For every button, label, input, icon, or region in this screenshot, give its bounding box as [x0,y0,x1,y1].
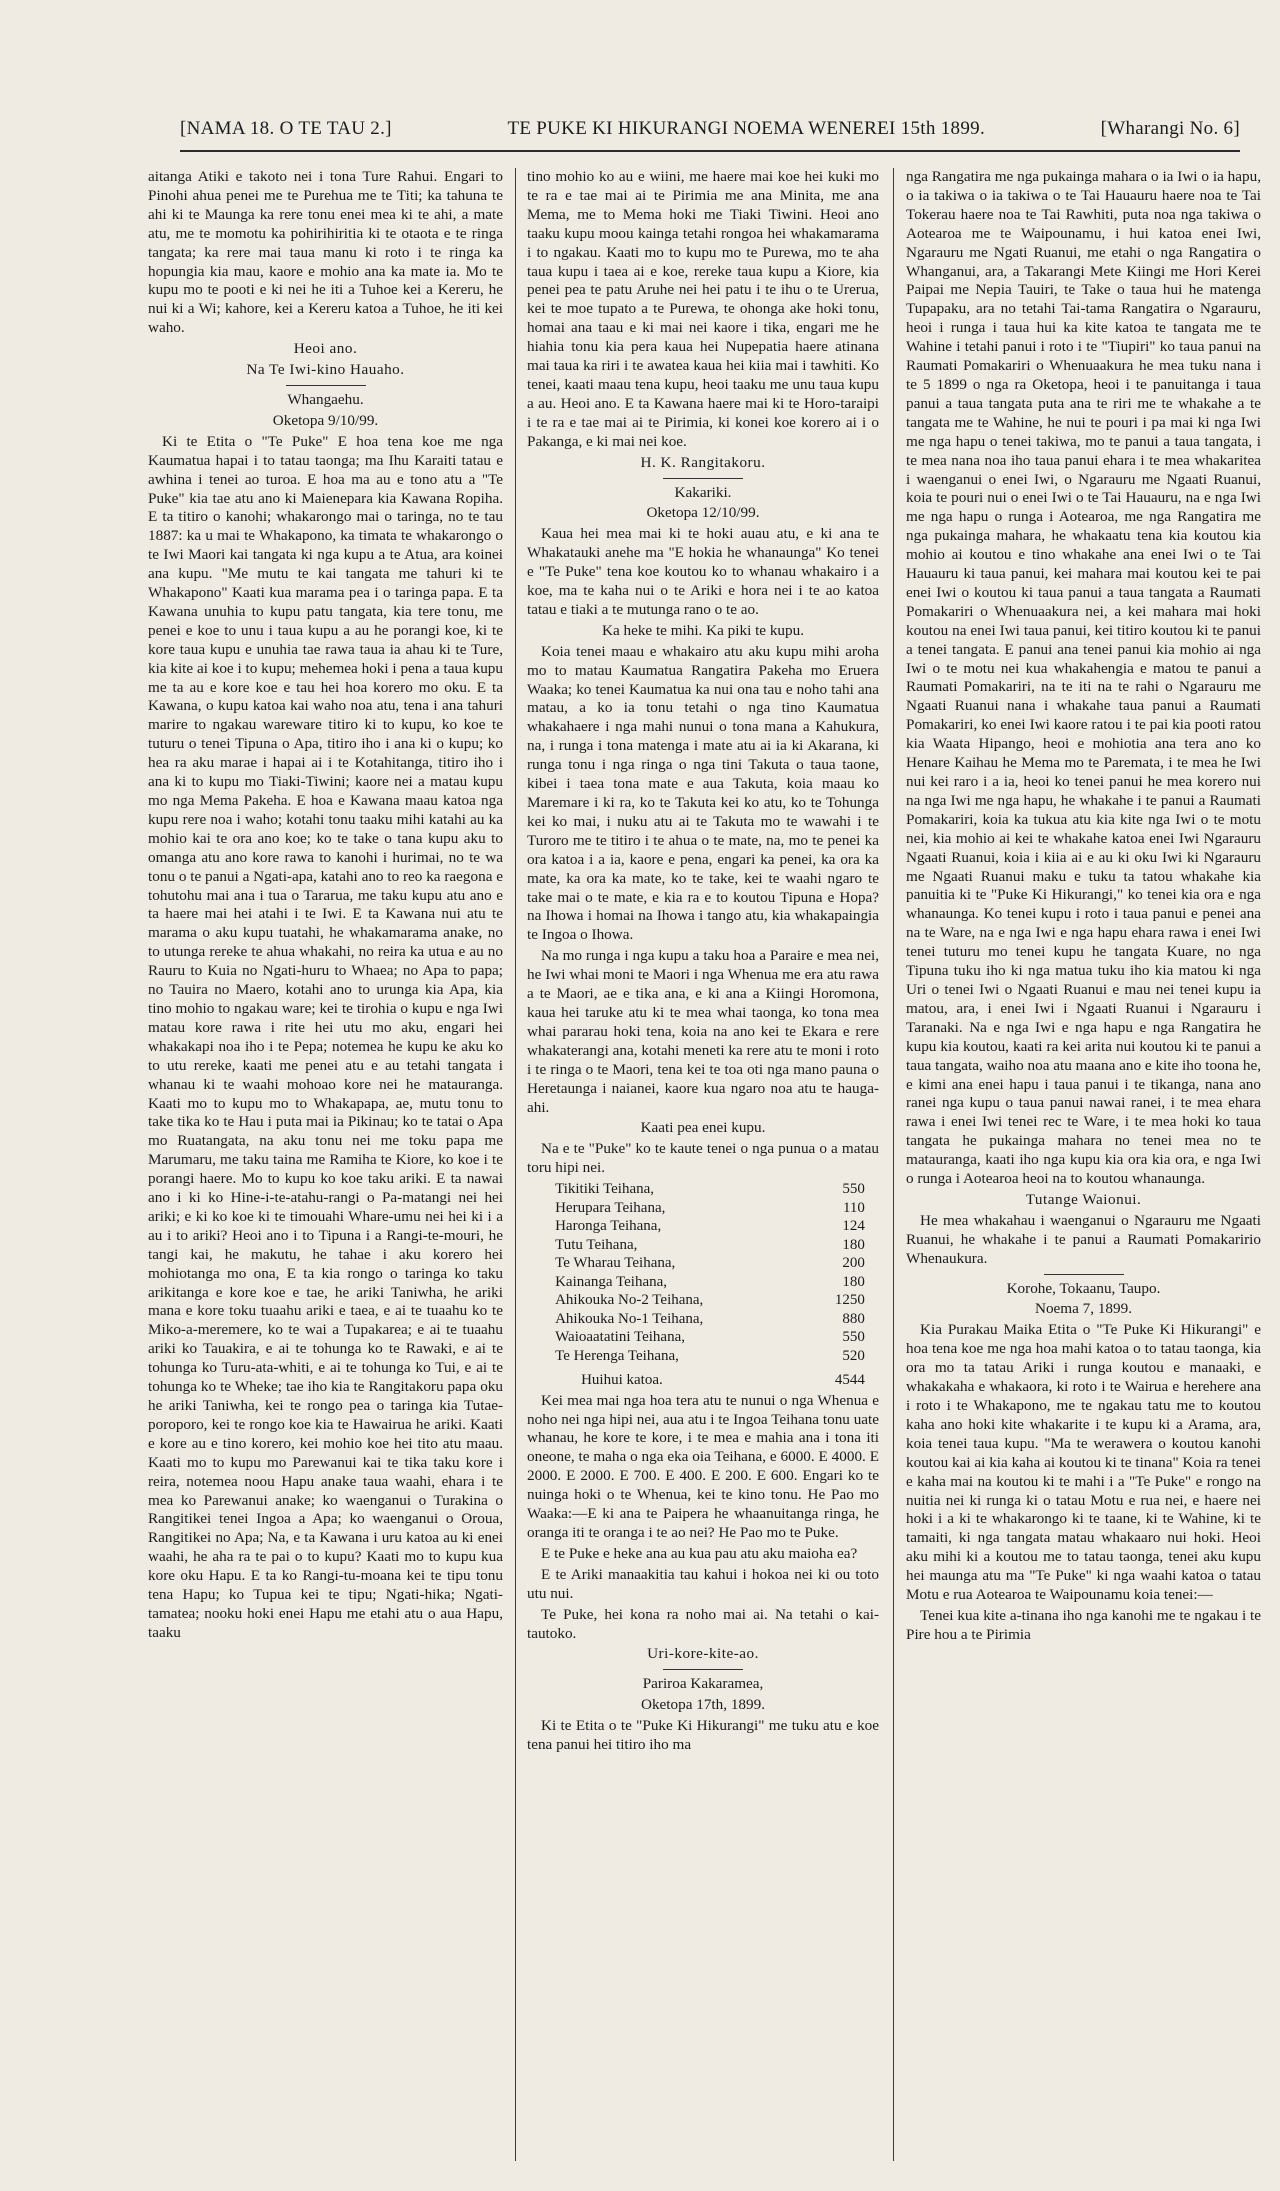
lamb-count: 180 [842,1273,865,1290]
article-text: aitanga Atiki e takoto nei i tona Ture Rahui. Engari to Pinohi ahua penei me te Purehua me te Titi; ka tahuna te ahi ki te Maunga ka rere tonu enei mea ki te ahi, a mate atu, me te momotu ka pohirihiritia ki te otaota e te ringa tangata; ka rere mai taua manu ki roto i te ringa ka hopungia kia mau, kaore e mohio ana ka mate ia. Mo te kupu mo te pooti e ki nei he iti a Tuhoe kei a Kereru, he nui ki a Wi; kahore, kei a Kereru katoa a Tuhoe, he iti kei waho. [148,168,503,337]
stock-row [541,1328,865,1347]
article-text: Tenei kua kite a-tinana iho nga kanohi me te ngakau i te Pire hou a te Pirimia [906,1606,1261,1643]
station-name: Ahikouka No-2 Teihana, [555,1292,704,1309]
article-text: Ki te Etita o te "Puke Ki Hikurangi" me tuku atu e koe tena panui hei titiro iho ma [527,1717,879,1754]
station-name: Waioaatatini Teihana, [555,1329,685,1346]
column-rule-2 [893,168,894,2161]
station-name: Te Wharau Teihana, [555,1255,676,1272]
stock-row [541,1291,865,1310]
article-text: Te Puke, hei kona ra noho mai ai. Na tetahi o kai-tautoko. [527,1605,879,1642]
letter-place: Korohe, Tokaanu, Taupo. [1006,1279,1161,1297]
article-text: Kaati pea enei kupu. [640,1119,766,1137]
station-name: Ahikouka No-1 Teihana, [555,1310,704,1327]
stock-row [541,1254,865,1273]
lamb-count: 124 [842,1218,865,1235]
page-header [180,118,1240,152]
page-number: [Wharangi No. 6] [1100,118,1240,139]
article-text: E te Ariki manaakitia tau kahui i hokoa nei ki ou toto utu nui. [527,1565,879,1602]
signature: Tutange Waionui. [1025,1190,1142,1208]
lamb-count: 550 [842,1329,865,1346]
article-text: Ki te Etita o "Te Puke" E hoa tena koe me nga Kaumatua hapai i to tatau taonga; ma Ihu Karaiti tatau e awhina i tenei ao turoa. E hoa ma au e tono atu a "Te Puke" kia tae atu ano ki Maienepara kia Kawana Ropiha. E ta titiro o kanohi; whakarongo mai o taringa, no te tau 1887: ka u mai te Whakapono, ka timata te whakarongo o te Iwi Maori kai tangata ki nga kupu a te Atua, ara koinei ana kupu. "Me mutu te kai tangata me tahuri ki te Whakapono" Kaati kua marama pea i o taringa papa. E ta Kawana unuhia to kupu patu tangata, kia tere tonu, me penei e koe to unu i taua kupu a au he porangi koe, ki te kore taua kupu e unuhia tae rawa taua ia ahau ki te Ture, kia kite ai koe i to kupu; mehemea hoki i pena a taua kupu me ta au e kore koe e tau hei hoa korero mo oku. E ta Kawana, o kupu katoa kai waho noa atu, tena i ana tahuri marire to ngakau wareware titiro ki to kupu, ko koe te tuturu o tenei Tipuna o Apa, titiro iho i ana ki o kupu; ko hea ra aku marae i hapai ai i te Kotahitanga, titiro iho i ana ki to kupu mo Tiaki-Tiwini; kaore nei a matau kupu mo nga Mema Pakeha. E hoa e Kawana maau katoa nga kupu rere noa i waho; kotahi tonu taaku mihi katahi au ka mohio kai te ora ano koe; ko te take o tana kupu aku to omanga atu ano kore rawa to kanohi i hurimai, no te wa tonu o te panui a Ngati-apa, katahi ano to reo ka raegona e tohutohu mai ana i tua o Tararua, me taku kupu atu ano e ta haere mai hei atahi i te Iwi. E ta Kawana nui atu te marama o aku kupu tuatahi, he whakamarama anake, no to utunga rereke te ahua whakahi, no reira ka utua e au no Rauru to Kuia no Ngati-huru to Whaea; no Apa to papa; no Tauira no Maero, kotahi ano to urunga kia Apa, kia tino mohio to ngakau ware; kei te tirohia o kupu e nga Iwi matau kore rawa i rite hei utu mo aku, engari hei whakakapi noa iho i te Pepa; notemea he kupu ke aku ko to utu rereke, kaati me penei atu e au tetahi tangata i whanau ki te waahi mohoao kore nei he matauranga. Kaati mo to kupu mo to Whakapapa, ae, mutu tonu to take tika ko te Hau i puta mai ia Pikinau; ko te tatai o Apa mo Ruatangata, na aku tonu nei me toku papa me Marumaru, me taku taina me Ramiha te Kiore, ko koe i te porangi haere. Mo to kupu ko koe taku ariki. E ta nawai ano i ki ko Hine-i-te-atahu-rangi o Pa-matangi nei hei ariki; e ki ko koe ki te timouahi Whare-umu nei hei ki i a au i to ariki? Heoi ano i to Tipuna i a Rangi-te-mouri, he tangi kai, he makutu, he tahae i aku korero hei mohiotanga mo ona, E ta kia rongo o taringa ko taku arikitanga e kore koe e tae, he ariki Taniwha, he ariki mana e kore toku tuaahu ariki e taea, e ai te tuaahu ko te Miko-a-meremere, ko te wai a Tupakarea; e ai te tuaahu ariki ko Tauakira, e ai te tohunga ko te Rawaki, e ai te tohunga ko Turu-ata-whiti, e ai te tohunga ko Tui, e ai te tohunga ko te Wheke; tae iho kia te Rangitakoru papa oku he ariki Taniwha, kei te rongo pea o taringa kia Tutae-poroporo, kei te rongo koe kia te Hawairua he ariki. Kaati e kore au e tino korero, kei mohio koe hei tito atu maau. Kaati mo to kupu mo Parewanui kai te tika taku kore i reira, notemea noou Hapu anake taua waahi, ehara i te mea ko Parewanui anake; ko waenganui o Turakina o Rangitikei tenei Ingoa a Apa; ko waenganui o Oroua, Rangitikei no Apa; Na, e ta Kawana i uru katoa au ki enei waahi, he aha ra te pai o to kupu? Kaati mo to kupu kua kore oku Hapu. E ta ko Rangi-tu-moana kei te tipu tonu tena Hapu; ko Tupua kei te tipu; Ngati-hika; Ngati-tamatea; nooku hoki enei Hapu me etahi atu o aua Hapu, taaku [148,432,503,1641]
article-text: Kei mea mai nga hoa tera atu te nunui o nga Whenua e noho nei nga hipi nei, aua atu i te Ingoa Teihana tonu uate whanau, he kore te kore, i te mea e mahia ana i tona iti oneone, te maha o nga eka oia Teihana, e 6000. E 4000. E 2000. E 2000. E 700. E 400. E 200. E 600. Engari ko te nuinga hoki o te Whenua, kei te kino tonu. He Pao mo Waaka:—E ki ana te Paipera he whaanuitanga ringa, he oranga iti te oranga i te ao nei? He Pao mo te Puke. [527,1391,879,1541]
article-text: nga Rangatira me nga pukainga mahara o ia Iwi o ia hapu, o ia takiwa o ia takiwa o te Tai Hauauru haere noa te Tai Tokerau haere noa te Tai Rawhiti, puta noa nga takiwa o Aotearoa me te Waipounamu, i hui katoa enei Iwi, Ngarauru me Ngati Ruanui, me etahi o nga Rangatira o Whanganui, ara, a Takarangi Mete Kiingi me Hori Kerei Paipai me Nepia Tauiri, te Take o taua hui he matenga Tupapaku, ara no tetahi Tai-tama Rangatira o Ngarauru, heoi i runga i taua hui ka kite katoa te tangata me te Wahine i tetahi panui i roto i te "Tiupiri" ko taua panui na Raumati Pomakariri o Whenuaakura he mea tuku nana i te 5 1899 o nga ra Oketopa, heoi i te panuitanga i taua panui a taua tangata puta ana te riri me te whakahe a te tangata me te Wahine, he nui te pouri i pa mai ki nga Iwi me nga hapu o tenei takiwa, mo te panui a taua tangata, i te mea nana noa iho taua panui ehara i te mea whakaritea i waenganui o enei Iwi, o Ngarauru me Ngaati Ruanui, koia te pouri nui o enei Iwi o te Tai Hauauru, na e nga Iwi me nga hapu o runga i Aotearoa, me nga Rangatira me nga pukainga mahara, he whakaatu tena kia koutou kia mohio ai koutou e tino whakahe ana enei Iwi o te Tai Hauauru ki taua panui, kei mahara mai koutou kei te pai enei Iwi o koutou ki taua panui a taua tangata a Raumati Pomakariri o Whenuaakura nei, a kei mahara mai hoki koutou na enei Iwi taua panui, kei titiro koutou ki te panui a tenei tangata. E panui ana tenei panui kia mohio ai nga Iwi o te motu nei kua whakahengia e matou te panui a Raumati Pomakariri, na te iti na te rahi o Ngarauru me Ngaati Ruanui nana i whakahe taua panui a Raumati Pomakariri, ko enei Iwi kaore ratou i te pai kia pooti ratou kia Waata Hipango, heoi e mohiotia ana tera ano ko Henare Kaihau he Mema mo te Paremata, i te mea he Iwi nui kei raro i a ia, heoi ko tenei panui he mea korero nui na nga Iwi me nga hapu, he whakahe i te panui a Raumati Pomakariri, koia ka tukua atu kia kite nga Iwi o te motu nei, kia mohio ai kei te whakahe katoa enei Iwi Ngarauru Ngaati Ruanui, koia i kiia ai e au ki oku Iwi ki Ngarauru me Ngaati Ruanui maku e tuku ta tatou whakahe kia panuitia ki te "Puke Ki Hikurangi," ko tenei kia ora e nga whanaunga. Ko tenei kupu i roto i taua panui e penei ana na te Ware, na e nga Iwi e nga hapu ehara rawa i enei Iwi tenei tuturu mo tenei kupu he tangata Kuare, no nga Tipuna tuku iho ki nga matua tuku iho kia matou ki nga Uri o tenei Iwi o Ngaati Ruanui e mau nei tenei kupu ia matou, ara, i enei Iwi i Ngaati Ruanui i Ngarauru i Taranaki. Na e nga Iwi e nga hapu e nga Rangatira he kupu kia koutou, kaati ra kei arita nui koutou ki te panui a taua tangata, waiho noa atu maana ano e kite iho toona he, e kimi ana enei hapu i taua panui i te tikanga, nana ano ranei nga kupu o taua panui nawai ranei, i te mea ehara rawa i enei Iwi tenei rec te Ware, i te mea hoki ko taua tangata he pukainga mahara no tenei mea no te matauranga, kaati iho nga kupu kia ora kia ora, e nga Iwi o runga i Aotearoa heoi na to koutou whanaunga. [906,168,1261,1188]
signature: H. K. Rangitakoru. [640,453,766,471]
article-text: Koia tenei maau e whakairo atu aku kupu mihi aroha mo to matau Kaumatua Rangatira Pakeha mo Eruera Waaka; ko tenei Kaumatua ka nui ona tau e noho tahi ana matau, a ko ia tonu tetahi o nga tino Kaumatua whakahaere i nga mahi nunui o tona mana a Kahukura, na, i runga i tona matenga i mate atu ai ia ki Akarana, ki runga tonu i nga ringa o nga tini Takuta o taua taone, kibei i taea tona mate e aua Takuta, koia maau ko Maremare i ki ra, ko te Takuta kei ko atu, ko te Tohunga kei ko mai, i nuku atu ai te Takuta mo te wawahi i te Turoro me te titiro i te ahua o te mate, na, mo te penei ka ora katoa i a ia, kaore e pena, engari ka penei, ka ora ka mate, ka ora ka mate, ko te take, kei te waahi ngaro te take mai o te mate, e kia ra e to koutou Tipuna e Hopa? na Ihowa i homai na Ihowa i tango atu, kia whakapaingia te Ingoa o Ihowa. [527,642,879,944]
stock-row [541,1180,865,1199]
lamb-count: 520 [842,1347,865,1364]
column-3 [906,168,1261,2161]
lamb-count: 200 [842,1255,865,1272]
stock-row [541,1347,865,1366]
lamb-count: 1250 [834,1292,865,1309]
stock-total-value: 4544 [834,1372,865,1389]
station-name: Herupara Teihana, [555,1199,666,1216]
column-rule-1 [515,168,516,2161]
separator [663,1669,743,1670]
lamb-count: 180 [842,1236,865,1253]
stock-total-label: Huihui katoa. [581,1372,663,1389]
article-text: Na e te "Puke" ko te kaute tenei o nga punua o a matau toru hipi nei. [527,1140,879,1177]
letter-date: Oketopa 9/10/99. [272,411,379,429]
station-name: Kainanga Teihana, [555,1273,668,1290]
stock-total-row [541,1365,865,1390]
stock-row [541,1199,865,1218]
letter-place: Pariroa Kakaramea, [642,1675,764,1693]
letter-date: Noema 7, 1899. [1034,1300,1132,1318]
station-name: Tutu Teihana, [555,1236,638,1253]
lamb-count: 110 [842,1199,865,1216]
letter-place: Whangaehu. [287,390,364,408]
article-text: Kia Purakau Maika Etita o "Te Puke Ki Hikurangi" e hoa tena koe me nga hoa mahi katoa o to tatau taonga, kia ora mo ta tatau Ariki i runga koutou e manaaki, e whakakaha e whakaora, ki roto i te Wairua e herehere ana i roto i te Whakapono, me te ngakau tatu me to koutou kaha ano hoki kite whakarite i te kupu ki a Arama, ara, koia tenei taua kupu. "Ma te werawera o koutou kanohi koutou kai ai kia kaha ai koutou ki te tinana" Koia ra tenei e kaha mai na koutou ki te mahi i a "Te Puke" e rongo na nuitia nei ki runga ki o tatau Motu e rua nei, e haere nei hoki i a ki te whakarongo ki te taane, ki te Wahine, ki te tamaiti, ki nga tangata matau whakaaro nui hoki. Heoi aku mihi ki a koutou me to tatau taonga, tenei aku kupu hei maunga atu ma "Te Puke" ki nga waahi katoa o tatau Motu e rua Aotearoa te Waipounamu koia tenei:— [906,1321,1261,1604]
column-2 [527,168,879,2161]
lamb-count: 880 [842,1310,865,1327]
signature: Uri-kore-kite-ao. [647,1645,759,1663]
article-text: Na mo runga i nga kupu a taku hoa a Paraire e mea nei, he Iwi whai moni te Maori i nga Whenua me era atu rawa a te Maori, ae e tika ana, e ki ana a Kiingi Horomona, kaua hei taruke atu ki te mea whai taonga, ko tona mea whai pararau hoki tena, koia na ano kei te Ekara e rere whakaterangi ana, kotahi meneti ka rere atu te moni i roto i te ringa o te Maori, tena kei te toa oti nga mano pauna o Heretaunga i naianei, kaore kua ngaro noa atu te hauga-ahi. [527,947,879,1116]
closing: Heoi ano. [293,340,358,358]
article-text: tino mohio ko au e wiini, me haere mai koe hei kuki mo te ra e tae mai ai te Pirimia me ana Minita, me ana Mema, me to Mema hoki me Tiaki Tiwini. Heoi ano taaku kupu moou kainga tetahi rongoa hei whakamarama i to ngakau. Kaati mo to kupu mo te Purewa, mo te aha taua kupu i taea ai e koe, rereke taua kupu a Kiore, kia penei pea te patu Aruhe nei hei patu i te ihu o te Urerua, kei te moe tupato a te Purewa, te ohonga ake hoki tonu, homai ana taau e ki mai nei kaore i tika, engari me he hiahia tonu kia pera kaua hei Nupepatia haere atinana mai taua ka riri i te awatea kaua hei kiia mai i tawhiti. Ko tenei, kaati maau tena kupu, heoi taaku me unu taua kupu a au. Heoi ano. E ta Kawana haere mai ki te Horo-taraipi i te ra e tae mai ai te Pirimia, ki konei koe korero ai i o Pakanga, e ki mai nei koe. [527,168,879,450]
station-name: Te Herenga Teihana, [555,1347,679,1364]
letter-date: Oketopa 12/10/99. [646,504,760,522]
letter-place: Kakariki. [674,483,732,501]
station-name: Tikitiki Teihana, [555,1181,655,1198]
separator [286,385,366,386]
stock-row [541,1310,865,1329]
stock-row [541,1236,865,1255]
signature: Na Te Iwi-kino Hauaho. [246,361,405,379]
article-text: Ka heke te mihi. Ka piki te kupu. [601,621,805,639]
letter-date: Oketopa 17th, 1899. [640,1696,765,1714]
lamb-count: 550 [842,1181,865,1198]
separator [663,478,743,479]
separator [1044,1274,1124,1275]
article-text: E te Puke e heke ana au kua pau atu aku maioha ea? [541,1544,858,1562]
issue-number: [NAMA 18. O TE TAU 2.] [180,118,392,139]
article-text: Kaua hei mea mai ki te hoki auau atu, e ki ana te Whakatauki anehe ma "E hokia he whanaunga" Ko tenei e "Te Puke" tena koe koutou ko to whanau whakairo i a koe, ma te kaha nui o te Ariki e hora nei i te ao katoa tatau e tiaki a te mutunga rano o te ao. [527,525,879,618]
column-1 [148,168,503,2161]
station-name: Haronga Teihana, [555,1218,662,1235]
stock-row [541,1273,865,1292]
article-text: He mea whakahau i waenganui o Ngarauru me Ngaati Ruanui, he whakahe i te panui a Raumati Pomakaririo Whenaukura. [906,1211,1261,1267]
stock-row [541,1217,865,1236]
masthead-title: TE PUKE KI HIKURANGI NOEMA WENEREI 15th 1899. [507,118,985,139]
stock-table [541,1180,865,1390]
